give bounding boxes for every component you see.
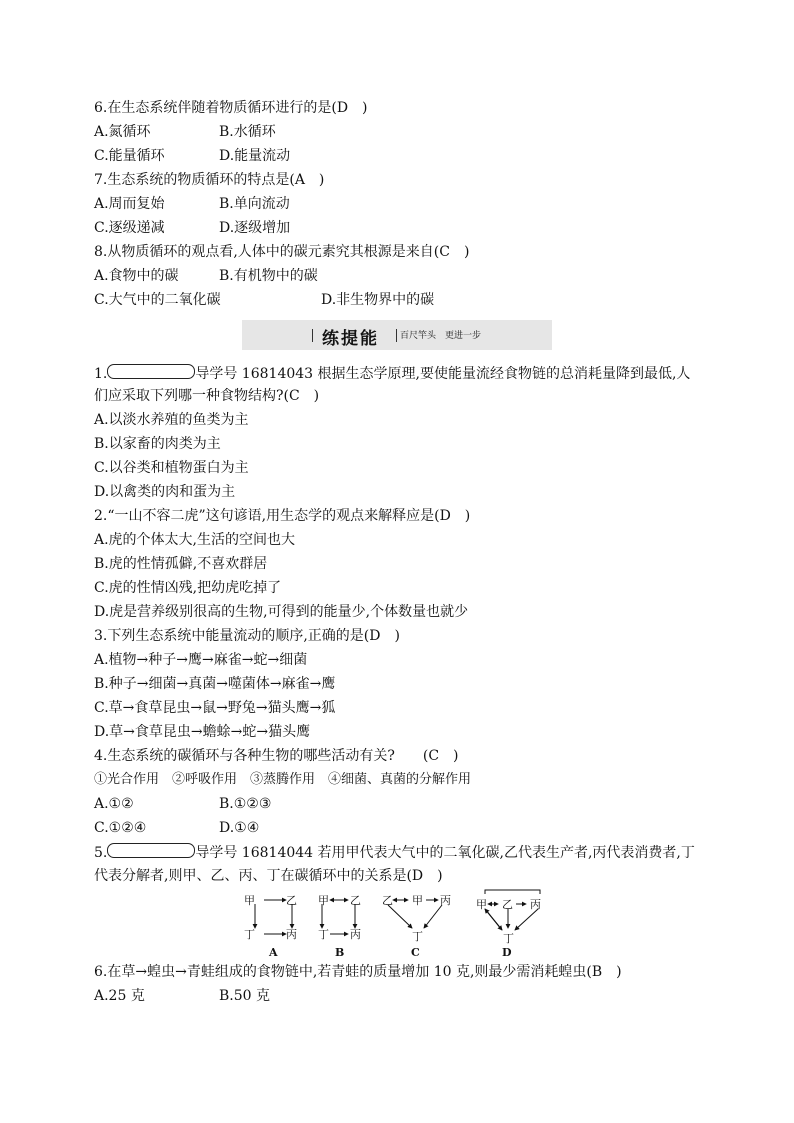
p6-option-a: A.25 克 — [94, 988, 145, 1004]
diagram-label-d: D — [502, 946, 512, 959]
p5-line1 — [94, 843, 695, 863]
banner-title: 练提能 — [322, 329, 379, 349]
p3-option-b: B.种子→细菌→真菌→噬菌体→麻雀→鹰 — [94, 676, 336, 692]
p5-number: 5. — [94, 845, 108, 861]
p2-option-c: C.虎的性情凶残,把幼虎吃掉了 — [94, 580, 282, 596]
q8-option-b: B.有机物中的碳 — [219, 268, 318, 284]
node-yi: 乙 — [382, 894, 393, 907]
p3-option-c: C.草→食草昆虫→鼠→野兔→猫头鹰→狐 — [94, 700, 336, 716]
q6-option-d: D.能量流动 — [219, 148, 291, 164]
p2-option-a: A.虎的个体太大,生活的空间也大 — [94, 532, 296, 548]
node-ding: 丁 — [244, 928, 255, 941]
q7-option-d: D.逐级增加 — [219, 220, 291, 236]
p4-option-c: C.①②④ — [94, 820, 147, 836]
p1-line2: 们应采取下列哪一种食物结构?(C ) — [94, 388, 320, 404]
node-yi: 乙 — [502, 898, 513, 911]
node-ding: 丁 — [503, 932, 514, 945]
p4-option-a: A.①② — [94, 796, 134, 812]
p5-line2: 代表分解者,则甲、乙、丙、丁在碳循环中的关系是(D ) — [94, 868, 443, 884]
p1-option-c: C.以谷类和植物蛋白为主 — [94, 460, 249, 476]
p3-option-a: A.植物→种子→鹰→麻雀→蛇→细菌 — [94, 652, 308, 668]
p2-stem: 2.“一山不容二虎”这句谚语,用生态学的观点来解释应是(D ) — [94, 508, 471, 524]
node-yi: 乙 — [350, 894, 361, 907]
p5-text: 导学号 16814044 若用甲代表大气中的二氧化碳,乙代表生产者,丙代表消费者,丁 — [195, 845, 695, 861]
diagram-label-a: A — [269, 946, 278, 959]
banner-divider — [396, 329, 397, 342]
q7-option-a: A.周而复始 — [94, 196, 165, 212]
p6-stem: 6.在草→蝗虫→青蛙组成的食物链中,若青蛙的质量增加 10 克,则最少需消耗蝗虫(B ) — [94, 964, 622, 980]
q8-stem: 8.从物质循环的观点看,人体中的碳元素究其根源是来自(C ) — [94, 244, 470, 260]
node-jia: 甲 — [476, 898, 487, 911]
banner-divider — [312, 329, 313, 342]
q8-option-a: A.食物中的碳 — [94, 268, 179, 284]
node-jia: 甲 — [244, 894, 255, 907]
p1-line1 — [94, 364, 690, 384]
node-bing: 丙 — [350, 928, 361, 941]
p1-number: 1. — [94, 366, 108, 382]
q6-stem: 6.在生态系统伴随着物质循环进行的是(D ) — [94, 100, 368, 116]
node-ding: 丁 — [412, 930, 423, 943]
p2-option-d: D.虎是营养级别很高的生物,可得到的能量少,个体数量也就少 — [94, 604, 469, 620]
q7-option-c: C.逐级递减 — [94, 220, 165, 236]
q7-stem: 7.生态系统的物质循环的特点是(A ) — [94, 172, 325, 188]
carbon-cycle-diagrams — [240, 888, 560, 960]
p2-option-b: B.虎的性情孤僻,不喜欢群居 — [94, 556, 268, 572]
node-bing: 丙 — [286, 928, 297, 941]
p1-option-a: A.以淡水养殖的鱼类为主 — [94, 412, 249, 428]
node-bing: 丙 — [530, 898, 541, 911]
node-jia: 甲 — [412, 894, 423, 907]
q6-option-c: C.能量循环 — [94, 148, 165, 164]
p1-option-d: D.以禽类的肉和蛋为主 — [94, 484, 236, 500]
q6-option-a: A.氮循环 — [94, 124, 151, 140]
p4-stem: 4.生态系统的碳循环与各种生物的哪些活动有关? (C ) — [94, 748, 459, 764]
q8-option-d: D.非生物界中的碳 — [321, 292, 435, 308]
p6-option-b: B.50 克 — [219, 988, 271, 1004]
node-ding: 丁 — [318, 928, 329, 941]
p1-text: 导学号 16814043 根据生态学原理,要使能量流经食物链的总消耗量降到最低,人 — [195, 366, 691, 382]
node-bing: 丙 — [440, 894, 451, 907]
guide-number-tag — [107, 843, 195, 858]
diagram-label-c: C — [411, 946, 420, 959]
q7-option-b: B.单向流动 — [219, 196, 290, 212]
banner-subtitle: 百尺竿头 更进一步 — [400, 331, 482, 341]
node-yi: 乙 — [286, 894, 297, 907]
p3-option-d: D.草→食草昆虫→蟾蜍→蛇→猫头鹰 — [94, 724, 311, 740]
node-jia: 甲 — [318, 894, 329, 907]
p1-option-b: B.以家畜的肉类为主 — [94, 436, 221, 452]
p3-stem: 3.下列生态系统中能量流动的顺序,正确的是(D ) — [94, 628, 400, 644]
p4-option-b: B.①②③ — [219, 796, 272, 812]
p4-option-d: D.①④ — [219, 820, 260, 836]
guide-number-tag — [107, 364, 195, 379]
diagram-label-b: B — [335, 946, 345, 959]
p4-items: ①光合作用 ②呼吸作用 ③蒸腾作用 ④细菌、真菌的分解作用 — [94, 772, 472, 787]
section-banner — [242, 320, 552, 350]
q6-option-b: B.水循环 — [219, 124, 276, 140]
q8-option-c: C.大气中的二氧化碳 — [94, 292, 221, 308]
